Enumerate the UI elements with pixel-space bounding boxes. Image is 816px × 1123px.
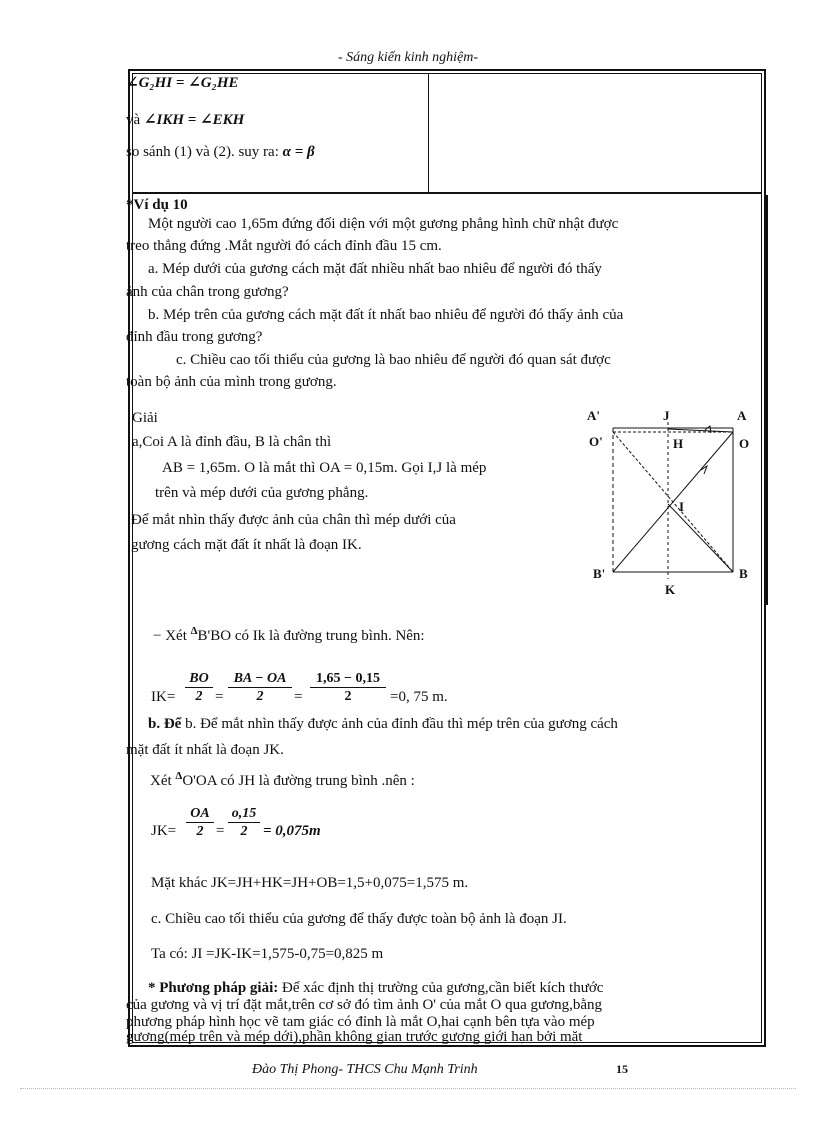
xet-line-1: − Xét $^\Delta$B'BO có Ik là đường trung bình. Nên: bbox=[153, 625, 425, 644]
problem-line: đỉnh đầu trong gương? bbox=[126, 329, 263, 345]
label-j: J bbox=[663, 408, 670, 423]
solution-line: gương cách mặt đất ít nhất là đoạn IK. bbox=[131, 537, 362, 553]
right-margin-bar bbox=[765, 195, 768, 605]
problem-line: toàn bộ ảnh của mình trong gương. bbox=[126, 374, 337, 390]
mirror-diagram bbox=[583, 404, 763, 599]
solution-title: Giải bbox=[132, 410, 158, 426]
comparison-line: so sánh (1) và (2). suy ra: α = β bbox=[126, 144, 315, 160]
xet-line-2: Xét $^\Delta$O'OA có JH là đường trung bình .nên : bbox=[150, 770, 415, 789]
method-line: gương(mép trên và mép dới),phần không gian trước gương giới hạn bởi mặt bbox=[126, 1029, 583, 1045]
jk-fraction-2: $\frac{o,15}{2}$ bbox=[228, 805, 260, 840]
problem-line: Một người cao 1,65m đứng đối diện với một gương phẳng hình chữ nhật được bbox=[148, 216, 619, 232]
part-b-line: mặt đất ít nhất là đoạn JK. bbox=[126, 742, 284, 758]
label-h: H bbox=[673, 436, 684, 451]
jk-result: = 0,075m bbox=[263, 823, 321, 839]
ta-co-line: Ta có: JI =JK-IK=1,575-0,75=0,825 m bbox=[151, 946, 384, 962]
ik-fraction-1: $\frac{BO}{2}$ bbox=[185, 670, 213, 705]
part-c-line: c. Chiều cao tối thiểu của gương để thấy được toàn bộ ảnh là đoạn JI. bbox=[151, 911, 567, 927]
example-title: *Ví dụ 10 bbox=[126, 197, 188, 213]
label-i: I bbox=[679, 499, 685, 514]
label-o: O bbox=[739, 436, 750, 451]
equals-sign: = bbox=[215, 689, 224, 705]
label-o-prime: O' bbox=[589, 434, 603, 449]
problem-line: c. Chiều cao tối thiểu của gương là bao nhiêu để người đó quan sát được bbox=[176, 352, 611, 368]
part-b-line: b. Để b. Để mắt nhìn thấy được ảnh của đỉnh đầu thì mép trên của gương cách bbox=[148, 716, 618, 732]
jk-lhs: JK= bbox=[151, 823, 177, 839]
ray-i-to-b bbox=[668, 504, 733, 572]
equals-sign: = bbox=[216, 823, 225, 839]
label-k: K bbox=[665, 582, 676, 597]
label-a: A bbox=[737, 408, 747, 423]
problem-line: b. Mép trên của gương cách mặt đất ít nhất bao nhiêu để người đó thấy ảnh của bbox=[148, 307, 624, 323]
mat-khac-line: Mặt khác JK=JH+HK=JH+OB=1,5+0,075=1,575 m. bbox=[151, 875, 469, 891]
equals-sign: = bbox=[294, 689, 303, 705]
angle-equation-1: ∠G₂HI = ∠G₂HE bbox=[126, 75, 239, 91]
label-a-prime: A' bbox=[587, 408, 600, 423]
problem-line: a. Mép dưới của gương cách mặt đất nhiều nhất bao nhiêu để người đó thấy bbox=[148, 261, 602, 277]
page-header: - Sáng kiến kinh nghiệm- bbox=[338, 50, 478, 65]
problem-line: ảnh của chân trong gương? bbox=[126, 284, 289, 300]
solution-line: trên và mép dưới của gương phẳng. bbox=[155, 485, 369, 501]
label-b-prime: B' bbox=[593, 566, 606, 581]
solution-line: AB = 1,65m. O là mắt thì OA = 0,15m. Gọi I,J là mép bbox=[162, 460, 487, 476]
column-divider bbox=[428, 73, 429, 192]
arrow-mark bbox=[701, 466, 707, 474]
method-line: của gương và vị trí đặt mắt,trên cơ sở đó tìm ảnh O' của mắt O qua gương,bằng bbox=[126, 997, 602, 1013]
page-number: 15 bbox=[616, 1062, 628, 1076]
method-line: * Phương pháp giải: Để xác định thị trường của gương,cần biết kích thước bbox=[148, 980, 604, 996]
angle-equation-2: và ∠IKH = ∠EKH bbox=[126, 112, 245, 128]
ik-lhs: IK= bbox=[151, 689, 176, 705]
solution-line: Để mắt nhìn thấy được ảnh của chân thì mép dưới của bbox=[131, 512, 456, 528]
method-line: phương pháp hình học vẽ tam giác có đỉnh là mắt O,hai cạnh bên tựa vào mép bbox=[126, 1014, 595, 1030]
problem-line: treo thẳng đứng .Mắt người đó cách đỉnh đầu 15 cm. bbox=[126, 238, 442, 254]
row-divider bbox=[132, 192, 762, 194]
ik-result: =0, 75 m. bbox=[390, 689, 448, 705]
solution-line: a,Coi A là đỉnh đầu, B là chân thì bbox=[132, 434, 332, 450]
ik-fraction-2: $\frac{BA - OA}{2}$ bbox=[228, 670, 292, 705]
page-bottom-dotted-line bbox=[20, 1088, 796, 1089]
label-b: B bbox=[739, 566, 748, 581]
jk-fraction-1: $\frac{OA}{2}$ bbox=[186, 805, 214, 840]
ik-fraction-3: $\frac{1,65 - 0,15}{2}$ bbox=[310, 670, 386, 705]
footer-author: Đào Thị Phong- THCS Chu Mạnh Trinh bbox=[252, 1062, 478, 1077]
